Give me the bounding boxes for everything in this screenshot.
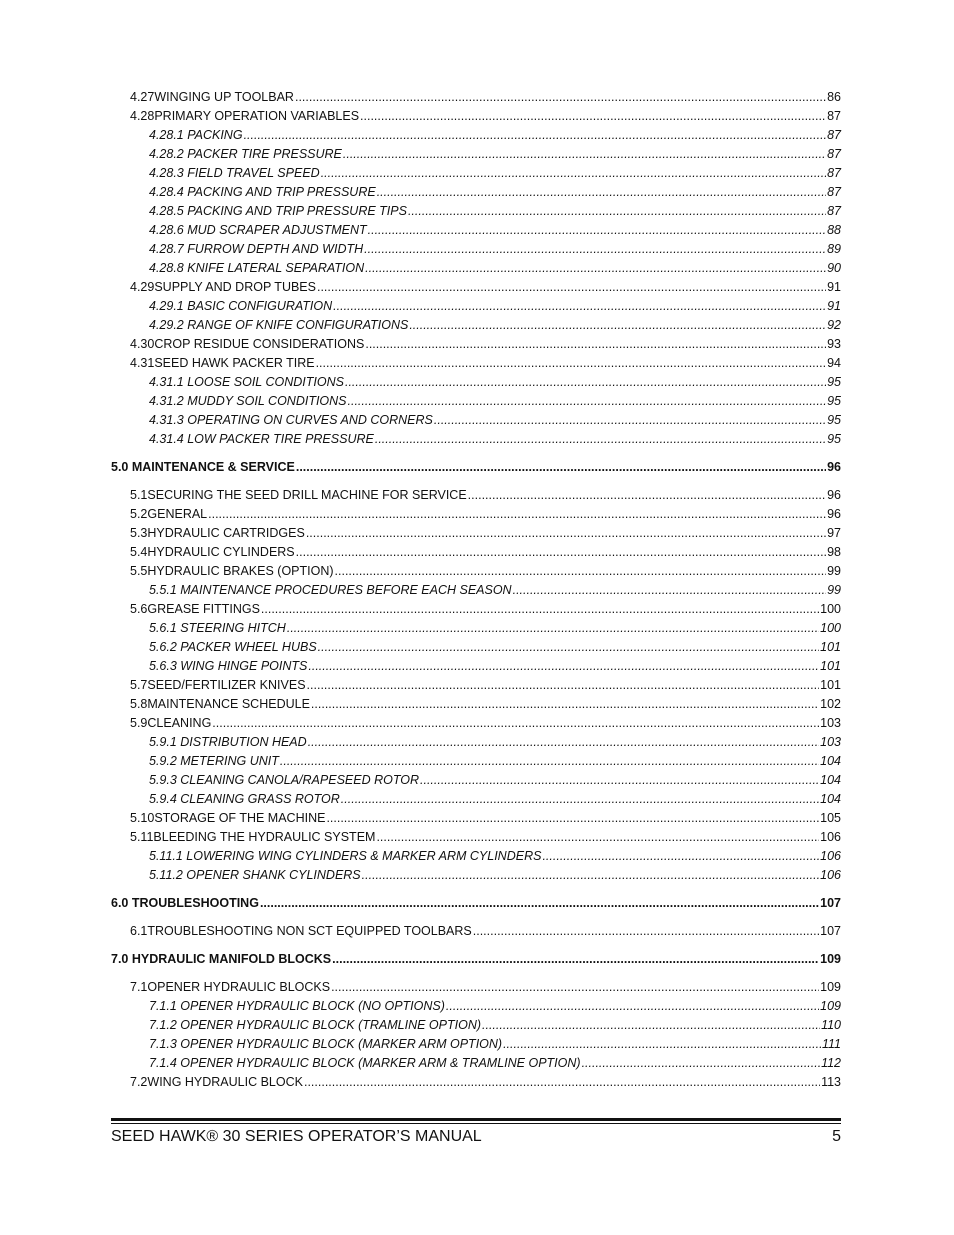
toc-entry-number: 5.1: [130, 488, 148, 502]
toc-subentry[interactable]: [111, 259, 841, 278]
toc-leader-dots: [503, 1035, 821, 1054]
toc-leader-dots: [280, 752, 819, 771]
toc-page-number: 104: [820, 792, 841, 806]
toc-leader-dots: [311, 695, 819, 714]
toc-page-number: 103: [820, 716, 841, 730]
toc-leader-dots: [365, 335, 826, 354]
toc-entry-title: 4.29.2 RANGE OF KNIFE CONFIGURATIONS: [149, 318, 409, 332]
toc-entry-title: SECURING THE SEED DRILL MACHINE FOR SERVICE: [147, 488, 467, 502]
toc-section-heading[interactable]: [111, 894, 841, 913]
toc-leader-dots: [304, 1073, 820, 1092]
toc-page-number: 96: [827, 488, 841, 502]
toc-entry-number: 4.28: [130, 109, 155, 123]
toc-leader-dots: [408, 202, 826, 221]
toc-page-number: 87: [827, 166, 841, 180]
toc-subentry[interactable]: [111, 1054, 841, 1073]
toc-entry-title: 5.6.2 PACKER WHEEL HUBS: [149, 640, 317, 654]
toc-entry-number: 5.6: [130, 602, 148, 616]
toc-leader-dots: [333, 297, 826, 316]
toc-page-number: 107: [820, 896, 841, 910]
toc-leader-dots: [341, 790, 819, 809]
toc-page-number: 97: [827, 526, 841, 540]
toc-subentry[interactable]: [111, 411, 841, 430]
toc-entry-title: 5.9.2 METERING UNIT: [149, 754, 279, 768]
toc-subentry[interactable]: [111, 619, 841, 638]
toc-entry-number: 4.27: [130, 90, 155, 104]
toc-page-number: 105: [820, 811, 841, 825]
toc-page-number: 96: [827, 507, 841, 521]
toc-entry-title: HYDRAULIC CYLINDERS: [147, 545, 295, 559]
toc-entry-number: 5.10: [130, 811, 155, 825]
toc-subentry[interactable]: [111, 638, 841, 657]
toc-page-number: 99: [827, 564, 841, 578]
toc-entry-title: STORAGE OF THE MACHINE: [154, 811, 326, 825]
toc-page-number: 101: [820, 678, 841, 692]
toc-page-number: 104: [820, 773, 841, 787]
toc-leader-dots: [348, 392, 827, 411]
toc-leader-dots: [365, 259, 826, 278]
toc-subentry[interactable]: [111, 581, 841, 600]
toc-entry-title: 5.5.1 MAINTENANCE PROCEDURES BEFORE EACH SEASON: [149, 583, 512, 597]
toc-page-number: 88: [827, 223, 841, 237]
toc-subentry[interactable]: [111, 997, 841, 1016]
toc-entry[interactable]: [111, 828, 841, 847]
toc-entry-title: CROP RESIDUE CONSIDERATIONS: [154, 337, 365, 351]
toc-entry-title: 7.0 HYDRAULIC MANIFOLD BLOCKS: [111, 952, 332, 966]
toc-leader-dots: [582, 1054, 821, 1073]
toc-entry-title: WING HYDRAULIC BLOCK: [147, 1075, 303, 1089]
toc-subentry[interactable]: [111, 733, 841, 752]
toc-page-number: 103: [820, 735, 841, 749]
toc-leader-dots: [345, 373, 826, 392]
toc-page-number: 110: [821, 1018, 841, 1032]
toc-page-number: 87: [827, 204, 841, 218]
toc-subentry[interactable]: [111, 430, 841, 449]
toc-entry-title: 4.31.4 LOW PACKER TIRE PRESSURE: [149, 432, 374, 446]
toc-page-number: 95: [827, 394, 841, 408]
toc-entry-title: 4.31.3 OPERATING ON CURVES AND CORNERS: [149, 413, 433, 427]
toc-entry[interactable]: [111, 335, 841, 354]
toc-entry[interactable]: [111, 505, 841, 524]
toc-leader-dots: [376, 828, 819, 847]
toc-subentry[interactable]: [111, 240, 841, 259]
toc-page-number: 91: [827, 280, 841, 294]
toc-entry[interactable]: [111, 922, 841, 941]
toc-page-number: 106: [820, 849, 841, 863]
toc-subentry[interactable]: [111, 316, 841, 335]
toc-leader-dots: [296, 543, 826, 562]
toc-entry-number: 7.1: [130, 980, 148, 994]
toc-entry-number: 4.30: [130, 337, 155, 351]
toc-leader-dots: [368, 221, 826, 240]
toc-entry-number: 5.11: [130, 830, 154, 844]
toc-leader-dots: [332, 950, 819, 969]
toc-entry-number: 5.3: [130, 526, 148, 540]
toc-leader-dots: [208, 505, 826, 524]
toc-entry-title: GENERAL: [147, 507, 208, 521]
toc-entry-number: 5.4: [130, 545, 148, 559]
toc-page-number: 113: [821, 1075, 841, 1089]
toc-leader-dots: [375, 430, 826, 449]
toc-entry-number: 4.29: [130, 280, 155, 294]
toc-entry-title: 4.28.8 KNIFE LATERAL SEPARATION: [149, 261, 365, 275]
toc-entry[interactable]: [111, 676, 841, 695]
toc-entry-number: 4.31: [130, 356, 155, 370]
toc-page-number: 100: [820, 602, 841, 616]
toc-page-number: 87: [827, 128, 841, 142]
toc-leader-dots: [473, 922, 819, 941]
toc-page-number: 102: [820, 697, 841, 711]
toc-entry-title: 5.9.4 CLEANING GRASS ROTOR: [149, 792, 340, 806]
toc-entry[interactable]: [111, 1073, 841, 1092]
toc-entry[interactable]: [111, 354, 841, 373]
toc-leader-dots: [335, 562, 827, 581]
toc-entry-number: 6.1: [130, 924, 148, 938]
toc-entry-number: 5.5: [130, 564, 148, 578]
toc-leader-dots: [306, 524, 826, 543]
toc-subentry[interactable]: [111, 126, 841, 145]
toc-entry-title: 4.28.5 PACKING AND TRIP PRESSURE TIPS: [149, 204, 407, 218]
toc-leader-dots: [343, 145, 826, 164]
toc-page-number: 100: [820, 621, 841, 635]
toc-page-number: 101: [820, 659, 841, 673]
toc-page-number: 109: [820, 999, 841, 1013]
toc-entry-title: 7.1.3 OPENER HYDRAULIC BLOCK (MARKER ARM OPTION): [149, 1037, 503, 1051]
toc-section-heading[interactable]: [111, 458, 841, 477]
toc-page-number: 101: [820, 640, 841, 654]
toc-entry-title: 4.28.7 FURROW DEPTH AND WIDTH: [149, 242, 364, 256]
toc-entry-title: 7.1.2 OPENER HYDRAULIC BLOCK (TRAMLINE OPTION): [149, 1018, 482, 1032]
toc-leader-dots: [446, 997, 819, 1016]
toc-page-number: 95: [827, 375, 841, 389]
toc-entry[interactable]: [111, 486, 841, 505]
toc-leader-dots: [360, 107, 826, 126]
toc-entry-title: 5.6.1 STEERING HITCH: [149, 621, 286, 635]
toc-page-number: 112: [821, 1056, 841, 1070]
footer-manual-title: SEED HAWK® 30 SERIES OPERATOR’S MANUAL: [111, 1128, 482, 1145]
toc-entry-title: OPENER HYDRAULIC BLOCKS: [147, 980, 331, 994]
toc-entry-title: 4.28.2 PACKER TIRE PRESSURE: [149, 147, 342, 161]
toc-entry-title: 7.1.1 OPENER HYDRAULIC BLOCK (NO OPTIONS): [149, 999, 445, 1013]
toc-leader-dots: [377, 183, 826, 202]
toc-leader-dots: [260, 894, 819, 913]
toc-subentry[interactable]: [111, 164, 841, 183]
toc-subentry[interactable]: [111, 657, 841, 676]
toc-page-number: 95: [827, 413, 841, 427]
toc-entry[interactable]: [111, 600, 841, 619]
toc-leader-dots: [316, 354, 827, 373]
toc-page-number: 99: [827, 583, 841, 597]
toc-entry-number: 7.2: [130, 1075, 148, 1089]
toc-subentry[interactable]: [111, 866, 841, 885]
toc-subentry[interactable]: [111, 145, 841, 164]
toc-entry-title: 5.0 MAINTENANCE & SERVICE: [111, 460, 295, 474]
toc-entry-title: BLEEDING THE HYDRAULIC SYSTEM: [153, 830, 376, 844]
toc-subentry[interactable]: [111, 221, 841, 240]
toc-page-number: 94: [827, 356, 841, 370]
toc-leader-dots: [482, 1016, 820, 1035]
toc-leader-dots: [364, 240, 826, 259]
toc-entry[interactable]: [111, 107, 841, 126]
toc-leader-dots: [308, 733, 819, 752]
toc-subentry[interactable]: [111, 202, 841, 221]
toc-entry-title: SEED/FERTILIZER KNIVES: [147, 678, 306, 692]
toc-page-number: 92: [827, 318, 841, 332]
toc-leader-dots: [308, 657, 819, 676]
toc-leader-dots: [326, 809, 819, 828]
toc-subentry[interactable]: [111, 771, 841, 790]
toc-entry-number: 5.7: [130, 678, 148, 692]
toc-entry-number: 5.8: [130, 697, 148, 711]
table-of-contents: [111, 88, 841, 1092]
toc-leader-dots: [287, 619, 819, 638]
toc-section-heading[interactable]: [111, 950, 841, 969]
toc-entry-number: 5.9: [130, 716, 148, 730]
toc-leader-dots: [362, 866, 819, 885]
toc-page-number: 87: [827, 147, 841, 161]
toc-entry-title: MAINTENANCE SCHEDULE: [147, 697, 310, 711]
toc-subentry[interactable]: [111, 1016, 841, 1035]
toc-entry-title: 4.28.3 FIELD TRAVEL SPEED: [149, 166, 320, 180]
toc-entry-title: 7.1.4 OPENER HYDRAULIC BLOCK (MARKER ARM & TRAMLINE OPTION): [149, 1056, 581, 1070]
toc-page-number: 98: [827, 545, 841, 559]
toc-leader-dots: [434, 411, 826, 430]
toc-leader-dots: [513, 581, 827, 600]
toc-entry-title: 5.11.1 LOWERING WING CYLINDERS & MARKER ARM CYLINDERS: [149, 849, 542, 863]
toc-entry-title: 4.31.2 MUDDY SOIL CONDITIONS: [149, 394, 347, 408]
toc-leader-dots: [212, 714, 819, 733]
toc-page-number: 106: [820, 868, 841, 882]
toc-entry-title: CLEANING: [147, 716, 212, 730]
toc-entry[interactable]: [111, 978, 841, 997]
toc-page-number: 109: [820, 980, 841, 994]
toc-entry-title: 5.11.2 OPENER SHANK CYLINDERS: [149, 868, 361, 882]
toc-entry[interactable]: [111, 562, 841, 581]
toc-page-number: 95: [827, 432, 841, 446]
toc-leader-dots: [409, 316, 826, 335]
toc-page-number: 96: [827, 460, 841, 474]
footer-rule-thick: [111, 1118, 841, 1121]
toc-leader-dots: [468, 486, 826, 505]
toc-leader-dots: [542, 847, 819, 866]
toc-entry[interactable]: [111, 278, 841, 297]
toc-subentry[interactable]: [111, 392, 841, 411]
toc-entry-title: 4.29.1 BASIC CONFIGURATION: [149, 299, 333, 313]
toc-entry-title: 5.6.3 WING HINGE POINTS: [149, 659, 308, 673]
footer-page-number: 5: [832, 1128, 841, 1145]
toc-entry-title: PRIMARY OPERATION VARIABLES: [154, 109, 360, 123]
toc-entry[interactable]: [111, 524, 841, 543]
toc-leader-dots: [321, 164, 826, 183]
toc-entry-title: 4.28.4 PACKING AND TRIP PRESSURE: [149, 185, 376, 199]
toc-subentry[interactable]: [111, 297, 841, 316]
toc-entry-title: HYDRAULIC CARTRIDGES: [147, 526, 305, 540]
toc-page-number: 91: [827, 299, 841, 313]
toc-entry[interactable]: [111, 88, 841, 107]
toc-entry[interactable]: [111, 809, 841, 828]
toc-page-number: 107: [820, 924, 841, 938]
toc-leader-dots: [420, 771, 819, 790]
toc-leader-dots: [261, 600, 819, 619]
toc-page-number: 93: [827, 337, 841, 351]
toc-page-number: 90: [827, 261, 841, 275]
toc-entry-title: 5.9.3 CLEANING CANOLA/RAPESEED ROTOR: [149, 773, 419, 787]
toc-entry-title: GREASE FITTINGS: [147, 602, 260, 616]
toc-entry-title: TROUBLESHOOTING NON SCT EQUIPPED TOOLBARS: [147, 924, 472, 938]
toc-entry-title: 4.28.6 MUD SCRAPER ADJUSTMENT: [149, 223, 367, 237]
toc-entry-title: 4.28.1 PACKING: [149, 128, 243, 142]
toc-leader-dots: [318, 638, 819, 657]
toc-page-number: 89: [827, 242, 841, 256]
toc-entry[interactable]: [111, 695, 841, 714]
toc-leader-dots: [295, 88, 826, 107]
toc-subentry[interactable]: [111, 847, 841, 866]
toc-leader-dots: [244, 126, 827, 145]
toc-page-number: 106: [820, 830, 841, 844]
toc-subentry[interactable]: [111, 183, 841, 202]
toc-entry-title: 5.9.1 DISTRIBUTION HEAD: [149, 735, 307, 749]
toc-page-number: 111: [821, 1037, 841, 1051]
toc-page-number: 104: [820, 754, 841, 768]
toc-page-number: 109: [820, 952, 841, 966]
toc-entry-title: HYDRAULIC BRAKES (OPTION): [147, 564, 334, 578]
toc-entry-number: 5.2: [130, 507, 148, 521]
toc-entry-title: SEED HAWK PACKER TIRE: [154, 356, 315, 370]
toc-leader-dots: [296, 458, 826, 477]
toc-subentry[interactable]: [111, 752, 841, 771]
toc-entry-title: SUPPLY AND DROP TUBES: [154, 280, 316, 294]
toc-entry-title: 6.0 TROUBLESHOOTING: [111, 896, 259, 910]
toc-leader-dots: [307, 676, 820, 695]
toc-leader-dots: [317, 278, 826, 297]
toc-subentry[interactable]: [111, 1035, 841, 1054]
toc-page-number: 87: [827, 109, 841, 123]
toc-subentry[interactable]: [111, 790, 841, 809]
toc-entry[interactable]: [111, 714, 841, 733]
footer-rule-thin: [111, 1123, 841, 1124]
toc-entry-title: WINGING UP TOOLBAR: [154, 90, 294, 104]
toc-entry-title: 4.31.1 LOOSE SOIL CONDITIONS: [149, 375, 344, 389]
toc-page-number: 87: [827, 185, 841, 199]
toc-leader-dots: [331, 978, 819, 997]
toc-page-number: 86: [827, 90, 841, 104]
toc-entry[interactable]: [111, 543, 841, 562]
toc-subentry[interactable]: [111, 373, 841, 392]
